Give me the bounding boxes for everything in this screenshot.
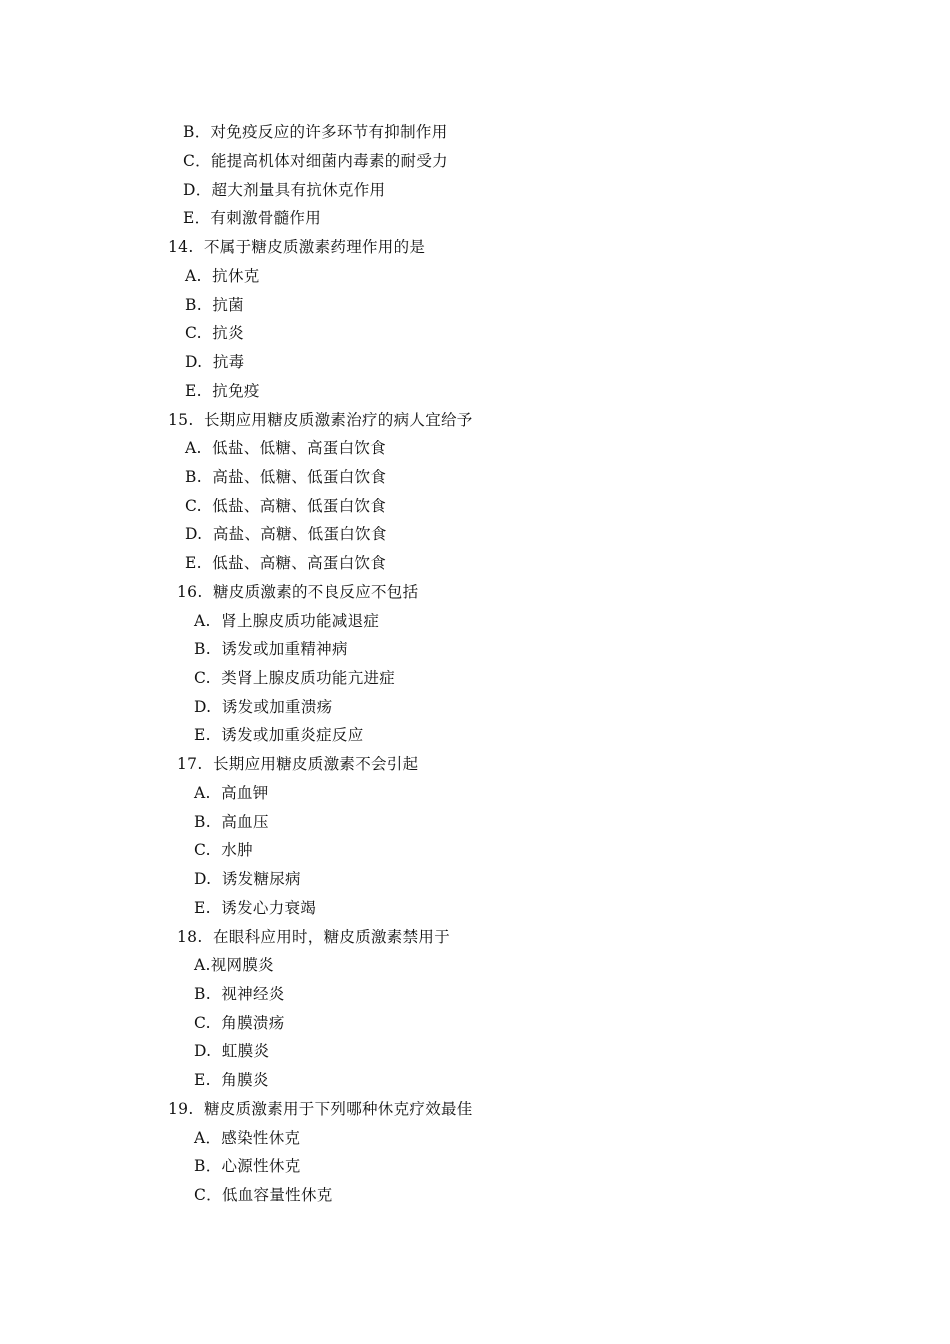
option-line: B. 高盐、低糖、低蛋白饮食 — [185, 468, 387, 486]
option-line: B．对免疫反应的许多环节有抑制作用 — [183, 123, 448, 141]
option-line: C. 抗炎 — [185, 324, 244, 342]
option-line: D．超大剂量具有抗休克作用 — [183, 181, 386, 199]
option-line: B. 高血压 — [194, 813, 269, 831]
question-line: 18. 在眼科应用时，糖皮质激素禁用于 — [177, 928, 451, 946]
option-line: D. 诱发糖尿病 — [194, 870, 301, 888]
option-line: C．能提高机体对细菌内毒素的耐受力 — [183, 152, 448, 170]
question-line: 17. 长期应用糖皮质激素不会引起 — [177, 755, 419, 773]
option-line: A. 高血钾 — [194, 784, 269, 802]
question-line: 16. 糖皮质激素的不良反应不包括 — [177, 583, 419, 601]
option-line: A. 肾上腺皮质功能减退症 — [194, 612, 380, 630]
option-line: E. 诱发或加重炎症反应 — [194, 726, 364, 744]
option-line: D. 诱发或加重溃疡 — [194, 698, 333, 716]
option-line: B. 视神经炎 — [194, 985, 285, 1003]
option-line: A. 低盐、低糖、高蛋白饮食 — [185, 439, 386, 457]
question-line: 14. 不属于糖皮质激素药理作用的是 — [168, 238, 426, 256]
option-line: B. 抗菌 — [185, 296, 244, 314]
option-line: C. 低盐、高糖、低蛋白饮食 — [185, 497, 387, 515]
option-line: C. 类肾上腺皮质功能亢进症 — [194, 669, 396, 687]
option-line: D. 抗毒 — [185, 353, 245, 371]
option-line: E. 抗免疫 — [185, 382, 260, 400]
option-line: D. 虹膜炎 — [194, 1042, 270, 1060]
option-line: A．感染性休克 — [194, 1129, 301, 1147]
option-line: E. 角膜炎 — [194, 1071, 269, 1089]
option-line: B．心源性休克 — [194, 1157, 301, 1175]
option-line: E. 低盐、高糖、高蛋白饮食 — [185, 554, 387, 572]
option-line: A. 抗休克 — [185, 267, 260, 285]
option-line: C. 水肿 — [194, 841, 253, 859]
question-line: 15. 长期应用糖皮质激素治疗的病人宜给予 — [168, 411, 473, 429]
option-line: A.视网膜炎 — [194, 956, 274, 974]
option-line: C. 角膜溃疡 — [194, 1014, 285, 1032]
option-line: E. 诱发心力衰竭 — [194, 899, 317, 917]
option-line: B. 诱发或加重精神病 — [194, 640, 348, 658]
question-line: 19. 糖皮质激素用于下列哪种休克疗效最佳 — [168, 1100, 473, 1118]
option-line: C．低血容量性休克 — [194, 1186, 333, 1204]
option-line: D. 高盐、高糖、低蛋白饮食 — [185, 525, 387, 543]
option-line: E．有刺激骨髓作用 — [183, 209, 322, 227]
